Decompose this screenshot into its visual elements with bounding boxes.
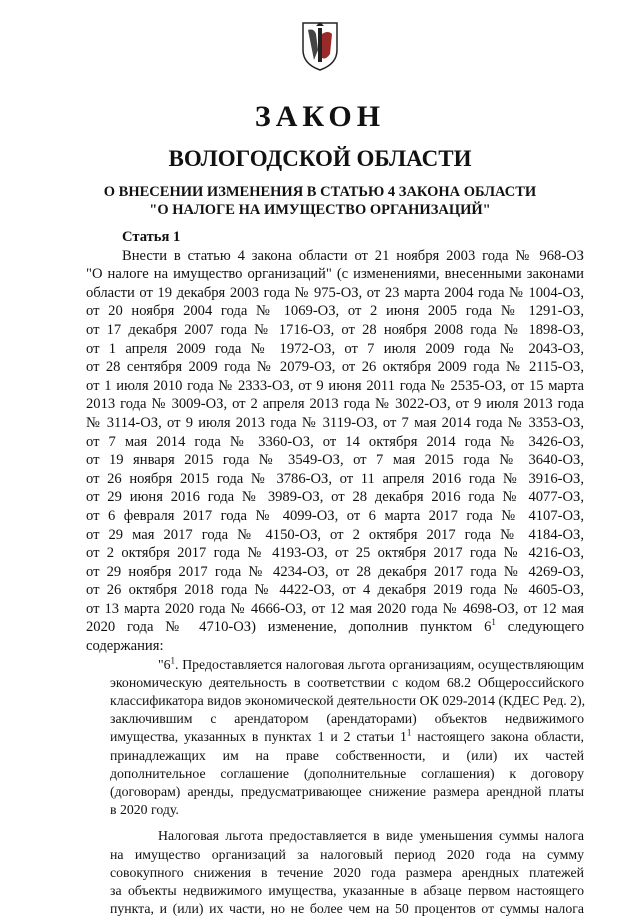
article-line: № 3114-ОЗ, от 9 июля 2013 года № 3119-ОЗ, от 7 мая 2014 года № 3353-ОЗ, <box>86 414 584 431</box>
quote-line: Налоговая льгота предоставляется в виде уменьшения суммы налога <box>158 828 584 844</box>
document-title: ЗАКОН <box>254 100 386 133</box>
article-line: области от 19 декабря 2003 года № 975-ОЗ, от 23 марта 2004 года № 1004-ОЗ, <box>86 284 584 301</box>
document-body <box>86 228 584 918</box>
quote-line <box>110 656 584 674</box>
article-line-part: следующего <box>495 619 585 636</box>
quote-line: в 2020 году. <box>110 802 179 818</box>
coat-of-arms-icon <box>300 20 340 72</box>
quote-line-part: имущества, указанных в пунктах 1 и 2 статьи 1 <box>110 729 407 745</box>
quote-line: за объекты недвижимого имущества, указанные в абзаце первом настоящего <box>110 882 584 898</box>
paragraph-gap <box>110 819 584 827</box>
quote-line: совокупного снижения в течение 2020 года размера арендных платежей <box>110 864 584 880</box>
article-heading: Статья 1 <box>122 229 181 245</box>
document-region: ВОЛОГОДСКОЙ ОБЛАСТИ <box>168 146 472 171</box>
article-line: от 26 ноября 2015 года № 3786-ОЗ, от 11 апреля 2016 года № 3916-ОЗ, <box>86 470 584 487</box>
quote-line: заключившим с арендатором (арендаторами) объектов недвижимого <box>110 711 584 727</box>
article-line: от 29 ноября 2017 года № 4234-ОЗ, от 28 декабря 2017 года № 4269-ОЗ, <box>86 563 584 580</box>
quote-line: (договорам) аренды, предусматривающее снижение размера арендной платы <box>110 783 584 799</box>
article-line: от 1 апреля 2009 года № 1972-ОЗ, от 7 июля 2009 года № 2043-ОЗ, <box>86 340 584 357</box>
article-line: от 26 октября 2018 года № 4422-ОЗ, от 4 декабря 2019 года № 4605-ОЗ, <box>86 582 584 599</box>
article-line: 2013 года № 3009-ОЗ, от 2 апреля 2013 года № 3022-ОЗ, от 9 июля 2013 года <box>86 396 584 413</box>
quote-line: экономическую деятельность в соответствии с кодом 68.2 Общероссийского <box>110 674 584 690</box>
article-line: от 29 мая 2017 года № 4150-ОЗ, от 2 октября 2017 года № 4184-ОЗ, <box>86 526 584 543</box>
quote-line: на имущество организаций за налоговый период 2020 года на сумму <box>110 846 584 862</box>
article-line <box>86 618 584 637</box>
quote-line-part: . Предоставляется налоговая льгота организациям, осуществляющим <box>175 656 584 672</box>
quote-line-part: настоящего закона области, <box>411 729 584 745</box>
article-line: от 1 июля 2010 года № 2333-ОЗ, от 9 июня 2011 года № 2535-ОЗ, от 15 марта <box>86 377 584 394</box>
article-line: "О налоге на имущество организаций" (с изменениями, внесенными законами <box>86 266 584 283</box>
subtitle-line: О ВНЕСЕНИИ ИЗМЕНЕНИЯ В СТАТЬЮ 4 ЗАКОНА ОБЛАСТИ <box>103 184 537 200</box>
article-line: содержания: <box>86 638 164 655</box>
quoted-amendment <box>110 656 584 918</box>
article-line: Внести в статью 4 закона области от 21 ноября 2003 года № 968-ОЗ <box>122 247 584 264</box>
quote-line: классификатора видов экономической деятельности ОК 029-2014 (КДЕС Ред. 2), <box>110 693 586 709</box>
article-line: от 13 марта 2020 года № 4666-ОЗ, от 12 мая 2020 года № 4698-ОЗ, от 12 мая <box>86 600 584 617</box>
article-line: от 29 июня 2016 года № 3989-ОЗ, от 28 декабря 2016 года № 4077-ОЗ, <box>86 489 584 506</box>
article-line: от 6 февраля 2017 года № 4099-ОЗ, от 6 марта 2017 года № 4107-ОЗ, <box>86 507 584 524</box>
quote-line: пункта, и (или) их части, но не более чем на 50 процентов от суммы налога <box>110 901 584 917</box>
article-line: от 2 октября 2017 года № 4193-ОЗ, от 25 октября 2017 года № 4216-ОЗ, <box>86 545 584 562</box>
document-subtitle <box>0 183 640 219</box>
superscript: 1 <box>170 655 176 666</box>
quote-line-part: "6 <box>158 656 171 672</box>
article-line: от 7 мая 2014 года № 3360-ОЗ, от 14 октября 2014 года № 3426-ОЗ, <box>86 433 584 450</box>
article-line: от 28 сентября 2009 года № 2079-ОЗ, от 26 октября 2009 года № 2115-ОЗ, <box>86 359 584 376</box>
article-line-part: 2020 года № 4710-ОЗ) изменение, дополнив пунктом 6 <box>86 619 492 636</box>
quote-line <box>110 728 584 746</box>
superscript: 1 <box>491 617 496 628</box>
quote-line: принадлежащих им на праве собственности, и (или) их частей <box>110 747 584 763</box>
article-line: от 17 декабря 2007 года № 1716-ОЗ, от 28 ноября 2008 года № 1898-ОЗ, <box>86 321 584 338</box>
article-line: от 19 января 2015 года № 3549-ОЗ, от 7 мая 2015 года № 3640-ОЗ, <box>86 452 584 469</box>
superscript: 1 <box>406 727 412 738</box>
subtitle-line: "О НАЛОГЕ НА ИМУЩЕСТВО ОРГАНИЗАЦИЙ" <box>149 202 491 218</box>
article-line: от 20 ноября 2004 года № 1069-ОЗ, от 2 июня 2005 года № 1291-ОЗ, <box>86 303 584 320</box>
quote-line: дополнительное соглашение (дополнительные соглашения) к договору <box>110 765 584 781</box>
